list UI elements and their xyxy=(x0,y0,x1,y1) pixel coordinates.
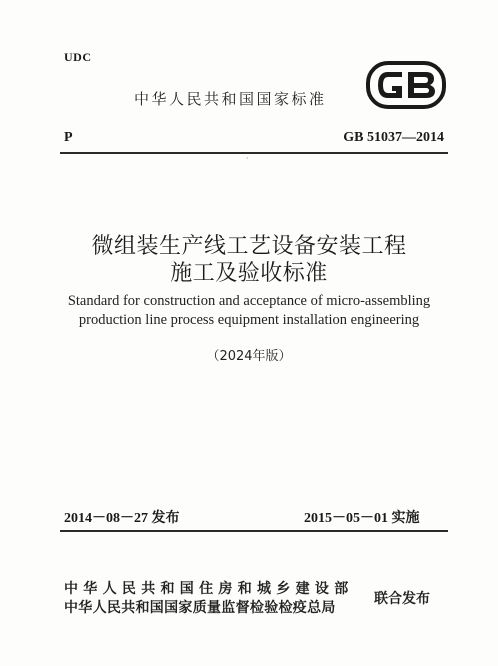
category-code: P xyxy=(64,130,73,145)
title-zh-line2: 施工及验收标准 xyxy=(170,261,328,286)
issuer-aqsiq: 中华人民共和国国家质量监督检验检疫总局 xyxy=(64,600,336,616)
udc-label: UDC xyxy=(64,50,92,64)
standard-number: GB 51037—2014 xyxy=(343,130,444,145)
title-zh-line1: 微组装生产线工艺设备安装工程 xyxy=(91,234,407,259)
publish-date: 2014－08－27 发布 xyxy=(64,511,180,526)
gb-logo-icon xyxy=(366,60,446,110)
bottom-divider xyxy=(60,530,448,532)
top-divider xyxy=(60,152,448,154)
edition-label: （2024年版） xyxy=(206,349,292,364)
issuer-ministry: 中华人民共和国住房和城乡建设部 xyxy=(64,581,354,597)
divider-mark: · xyxy=(246,154,249,163)
national-standard-heading: 中华人民共和国国家标准 xyxy=(134,90,327,108)
title-en-line1: Standard for construction and acceptance of micro-assembling xyxy=(67,293,431,309)
title-en-line2: production line process equipment installation engineering xyxy=(78,312,420,328)
joint-issue-label: 联合发布 xyxy=(374,591,430,607)
implement-date: 2015－05－01 实施 xyxy=(304,511,420,526)
